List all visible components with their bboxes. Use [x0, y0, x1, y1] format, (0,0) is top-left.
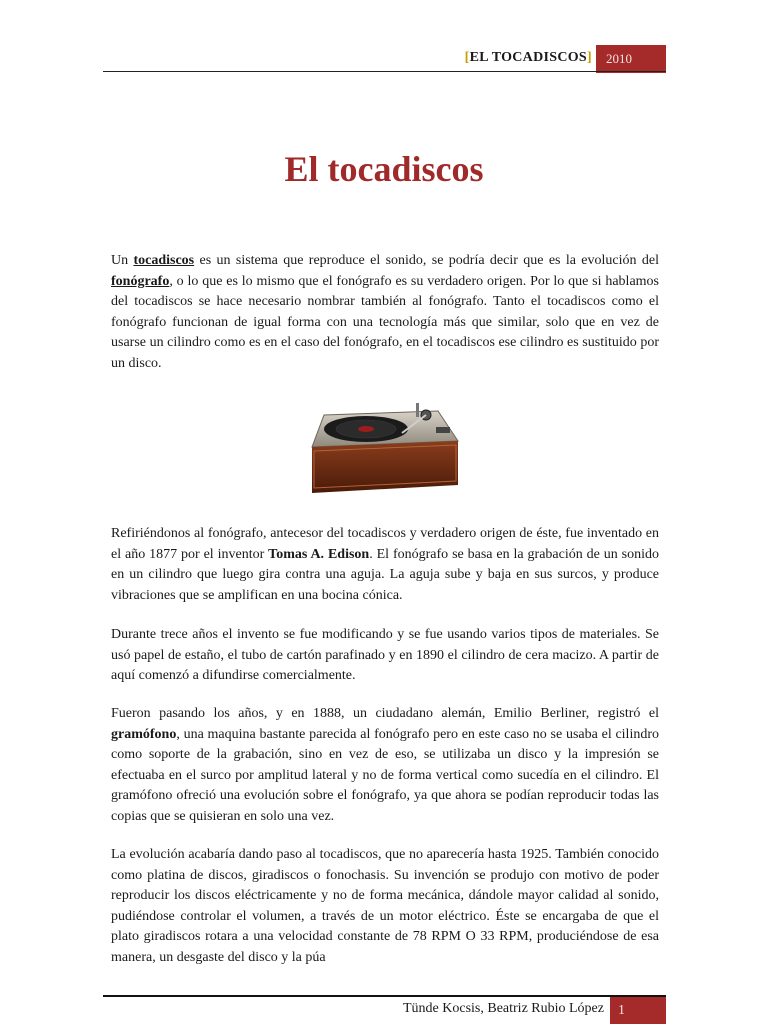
text: es un sistema que reproduce el sonido, se podría decir que es la evolución del [194, 253, 659, 268]
text: , una maquina bastante parecida al fonógrafo pero en este caso no se usaba el cilindro como soporte de la grabación, sino en vez de eso, se utilizaba un disco y la impresión se efectuaba en el surco por amplitud lateral y no de forma vertical como sucedía en el cilindro. El gramófono ofreció una evolución sobre el fonógrafo, ya que ahora se podían reproducir todas las copias que se quisieran en solo una vez. [111, 726, 659, 824]
header-title-text: EL TOCADISCOS [469, 50, 588, 65]
footer-rule [103, 995, 666, 997]
text: La evolución acabaría dando paso al tocadiscos, que no aparecería hasta 1925. También conocido como platina de discos, giradiscos o fonochasis. Su invención se produjo con motivo de poder reproducir los discos eléctricamente y no de forma mecánica, dándole mayor calidad al sonido, pudiéndose controlar el volumen, a través de un motor eléctrico. Éste se encargaba de que el plato giradiscos rotara a una velocidad constante de 78 RPM O 33 RPM, produciéndose de esa manera, un desgaste del disco y la púa [111, 847, 659, 965]
paragraph-intro [111, 251, 659, 374]
text: Fueron pasando los años, y en 1888, un ciudadano alemán, Emilio Berliner, registró el [111, 706, 659, 721]
turntable-image [306, 393, 462, 495]
fonografo-term: fonógrafo [111, 273, 170, 289]
header-rule [103, 71, 666, 72]
page-footer [103, 995, 666, 1024]
header-title [465, 50, 592, 66]
page-number: 1 [610, 997, 666, 1024]
paragraph-gramofono [111, 704, 659, 827]
header-bracket-close: ] [587, 50, 592, 65]
text: Refiriéndonos al fonógrafo, antecesor del tocadiscos y verdadero origen de éste, fue inventado en el año 1877 por el inventor [111, 526, 659, 562]
text: , o lo que es lo mismo que el fonógrafo es su verdadero origen. Por lo que si hablamos del tocadiscos se hace necesario nombrar también al fonógrafo. Tanto el tocadiscos como el fonógrafo funcionan de igual forma con una tecnología más que similar, solo que en vez de usarse un cilindro como es en el caso del fonógrafo, en el tocadiscos ese cilindro es sustituido por un disco. [111, 273, 659, 371]
page-title: El tocadiscos [284, 149, 484, 189]
text: . El fonógrafo se basa en la grabación de un sonido en un cilindro que luego gira contra una aguja. La aguja sube y baja en sus surcos, y produce vibraciones que se amplifican en una bocina cónica. [111, 546, 659, 603]
edison-name: Tomas A. Edison [268, 546, 370, 562]
gramofono-term: gramófono [111, 726, 177, 742]
paragraph-materiales [111, 625, 659, 687]
text: Durante trece años el invento se fue modificando y se fue usando varios tipos de materiales. Se usó papel de estaño, el tubo de cartón parafinado y en 1890 el cilindro de cera macizo. A partir de aquí comenzó a difundirse comercialmente. [111, 627, 659, 683]
paragraph-evolucion [111, 845, 659, 968]
paragraph-fonografo [111, 524, 659, 606]
footer-author: Tünde Kocsis, Beatriz Rubio López [402, 1001, 604, 1016]
page-header [103, 45, 666, 72]
text: Un [111, 253, 134, 268]
header-year-badge: 2010 [596, 45, 666, 73]
tocadiscos-term: tocadiscos [133, 253, 195, 268]
turntable-icon [306, 393, 462, 495]
header-bracket-open: [ [464, 50, 470, 65]
